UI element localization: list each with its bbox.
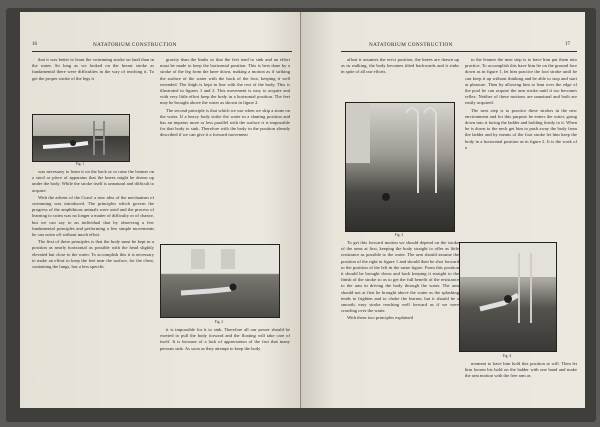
paragraph: The second principle is that which we use when we skip a stone on the water. If a heavy body strike the water in a slanting position and has an impetus more or less parallel with the surface it is impossible for that body to sink. Therefore with the body in the position already described if we can give it a forward movement <box>160 107 290 138</box>
paragraph: With the advent of the Crawl a new idea of the mechanism of swimming was introduced. The principles which govern the progress of the amphibious animals were used and the process of learning to swim was no longer a matter of difficulty or of chance, but we can say to an individual that by observing a few fundamental principles and performing a few simple movements he can swim off without much effort. <box>32 194 154 238</box>
figure-caption: Fig. 4 <box>502 354 512 358</box>
text-column <box>341 57 459 101</box>
paragraph: afloat it assumes the erect position, the knees are drawn up as in walking, the body becomes tilted backwards and it sinks in spite of all our efforts. <box>341 57 459 75</box>
text-column <box>465 57 577 237</box>
figure-4-photo <box>459 242 557 352</box>
paragraph: The first of these principles is that the body must be kept in a position as nearly horizontal as possible with the head slightly elevated but close to the water. To accomplish this it is necessary to make an effort to keep the feet near the surface, for the chest, containing the lungs, has a less specific <box>32 239 154 270</box>
header-rule <box>32 51 292 52</box>
text-column <box>32 169 154 399</box>
page-number: 17 <box>565 42 570 47</box>
header-rule <box>341 51 577 52</box>
paragraph: to the learner the next step is to have him put them into practice. To accomplish this have him lie on the ground face down as in figure 1, let him practice the foot stroke until he can keep it up without thinking and be able to stop and start at pleasure. Then by allowing him to lean over the edge of the pool he can acquire the arm stroke until it too becomes reflex. Neither of these motions are unnatural and both are easily acquired. <box>465 57 577 106</box>
right-page <box>301 12 585 408</box>
figure-caption: Fig. 1 <box>75 162 85 166</box>
running-header: NATATORIUM CONSTRUCTION <box>93 42 177 48</box>
ladder-swimmer-illustration <box>346 103 454 231</box>
text-column <box>160 57 290 243</box>
running-header: NATATORIUM CONSTRUCTION <box>369 42 453 48</box>
figure-3-photo <box>345 102 455 232</box>
page-number: 16 <box>32 42 37 47</box>
ladder-swimmer-illustration <box>460 243 556 351</box>
text-column <box>32 57 154 113</box>
swimmer-illustration <box>33 115 129 161</box>
text-column <box>465 361 577 401</box>
figure-caption: Fig. 2 <box>214 320 224 324</box>
figure-caption: Fig. 3 <box>394 233 404 237</box>
left-page <box>20 12 306 408</box>
paragraph: The next step is to practice these strokes in the new environment and for this purpose he enters the water, going down into it facing the ladder and holding firmly to it. When he is down to the neck get him to push away the body from the ladder and by means of the foot stroke let him keep the body in a horizontal position as in figure 2. It is the work of a <box>465 107 577 150</box>
paragraph: was necessary to learn it on the back or to raise the learner on a stool or piece of apparatus that the knees might be drawn up under the body. While the stroke itself is unnatural and difficult to acquire. <box>32 169 154 193</box>
figure-2-photo <box>160 244 280 318</box>
paragraph: moment to have him hold this position at will. Then let him loosen his hold on the ladder with one hand and make the arm motion with the free arm as <box>465 361 577 379</box>
text-column <box>160 327 290 399</box>
paragraph: it is impossible for it to sink. Therefore all our power should be exerted to pull the body forward and the floating will take care of itself. It is because of a lack of appreciation of the fact that many persons sink. As soon as they attempt to keep the body <box>160 327 290 351</box>
text-column <box>341 240 459 400</box>
paragraph: With these two principles explained <box>347 315 413 321</box>
swimmer-illustration <box>161 245 279 317</box>
paragraph: gravity than the limbs so that the feet tend to sink and an effort must be made to keep the horizontal position. This is best done by a stroke of the leg from the knee down, making a motion as if striking the surface of the water with the back of the foot, keeping it well extended. The thigh is kept in line with the rest of the body. This is illustrated in figures 1 and 2. This movement is easy to acquire and with very little effort keep the body in a horizontal position. The feet may be brought above the water as shown in figure 2. <box>160 57 290 106</box>
paragraph: that it was better to learn the swimming stroke on land than in the water. So long as we looked on the breast stroke as fundamental there were difficulties in the way of teaching it. To get the proper stroke of the legs it <box>32 57 154 81</box>
figure-1-photo <box>32 114 130 162</box>
paragraph: To get this forward motion we should depend on the stroke of the arms at first, keeping the body straight to offer as little resistance as possible to the water. The arm should assume the position of the right in figure 1 and should then be shot forward to the position of the left in the same figure. From this position it should be brought down and back keeping it straight to the finish of the stroke so as to get the full benefit of the resistance to the arm in driving the body through the water. The arm should not at first be brought above the water as the splashing tends to frighten and to choke the learner, but it should be a smooth, easy stroke reaching well forward as if we were crawling over the water. <box>341 240 459 314</box>
